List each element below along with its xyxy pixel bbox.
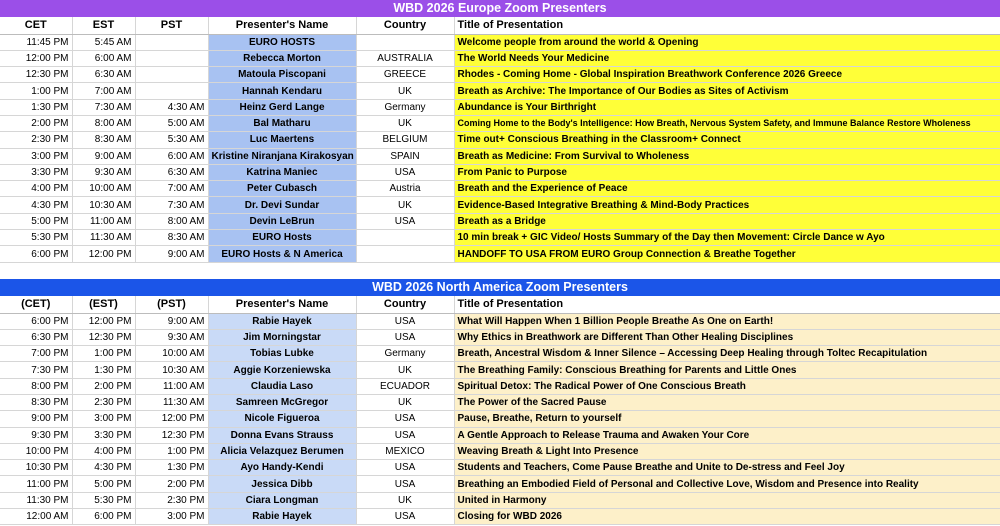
cell-presenter[interactable]: Jim Morningstar	[208, 329, 356, 345]
table-row	[0, 378, 1000, 394]
table-row	[0, 509, 1000, 525]
cell-country[interactable]: AUSTRALIA	[356, 50, 454, 66]
cell-pst[interactable]: 8:30 AM	[135, 230, 208, 246]
cell-presenter[interactable]: Samreen McGregor	[208, 394, 356, 410]
cell-title[interactable]: Spiritual Detox: The Radical Power of One Conscious Breath	[454, 378, 1000, 394]
cell-country[interactable]: UK	[356, 394, 454, 410]
cell-pst[interactable]: 6:00 AM	[135, 148, 208, 164]
cell-pst[interactable]: 7:00 AM	[135, 181, 208, 197]
cell-country[interactable]	[356, 34, 454, 50]
cell-est[interactable]: 8:30 AM	[72, 132, 135, 148]
cell-presenter[interactable]: EURO HOSTS	[208, 34, 356, 50]
cell-presenter[interactable]: Claudia Laso	[208, 378, 356, 394]
cell-est[interactable]: 9:30 AM	[72, 164, 135, 180]
cell-country[interactable]: Germany	[356, 346, 454, 362]
north-america-schedule-table	[0, 296, 1000, 525]
cell-presenter[interactable]: Rabie Hayek	[208, 509, 356, 525]
cell-est[interactable]: 6:00 PM	[72, 509, 135, 525]
cell-cet[interactable]: 7:00 PM	[0, 346, 72, 362]
cell-cet[interactable]: 11:30 PM	[0, 492, 72, 508]
cell-country[interactable]: SPAIN	[356, 148, 454, 164]
header-presenter[interactable]: Presenter's Name	[208, 296, 356, 313]
cell-cet[interactable]: 8:30 PM	[0, 394, 72, 410]
table-row	[0, 362, 1000, 378]
cell-est[interactable]: 5:00 PM	[72, 476, 135, 492]
cell-pst[interactable]: 11:00 AM	[135, 378, 208, 394]
table-row	[0, 34, 1000, 50]
europe-banner[interactable]: WBD 2026 Europe Zoom Presenters	[0, 0, 1000, 17]
cell-pst[interactable]: 5:30 AM	[135, 132, 208, 148]
cell-country[interactable]: Austria	[356, 181, 454, 197]
cell-pst[interactable]	[135, 50, 208, 66]
cell-cet[interactable]: 6:00 PM	[0, 246, 72, 262]
cell-title[interactable]: From Panic to Purpose	[454, 164, 1000, 180]
cell-pst[interactable]: 9:00 AM	[135, 313, 208, 329]
table-row	[0, 411, 1000, 427]
cell-presenter[interactable]: Matoula Piscopani	[208, 67, 356, 83]
cell-country[interactable]: UK	[356, 83, 454, 99]
cell-pst[interactable]: 3:00 PM	[135, 509, 208, 525]
cell-presenter[interactable]: Tobias Lubke	[208, 346, 356, 362]
cell-est[interactable]: 8:00 AM	[72, 115, 135, 131]
cell-country[interactable]: USA	[356, 476, 454, 492]
cell-presenter[interactable]: Heinz Gerd Lange	[208, 99, 356, 115]
table-row	[0, 346, 1000, 362]
header-title[interactable]: Title of Presentation	[454, 17, 1000, 34]
cell-title[interactable]: Rhodes - Coming Home - Global Inspiration Breathwork Conference 2026 Greece	[454, 67, 1000, 83]
cell-country[interactable]: Germany	[356, 99, 454, 115]
cell-pst[interactable]	[135, 67, 208, 83]
cell-cet[interactable]: 9:30 PM	[0, 427, 72, 443]
cell-cet[interactable]: 12:00 AM	[0, 509, 72, 525]
cell-cet[interactable]: 11:00 PM	[0, 476, 72, 492]
cell-pst[interactable]: 1:00 PM	[135, 443, 208, 459]
cell-est[interactable]: 12:30 PM	[72, 329, 135, 345]
cell-presenter[interactable]: Bal Matharu	[208, 115, 356, 131]
table-row	[0, 394, 1000, 410]
cell-country[interactable]: USA	[356, 164, 454, 180]
table-row	[0, 427, 1000, 443]
cell-title[interactable]: Abundance is Your Birthright	[454, 99, 1000, 115]
cell-est[interactable]: 12:00 PM	[72, 246, 135, 262]
table-row	[0, 460, 1000, 476]
cell-presenter[interactable]: Hannah Kendaru	[208, 83, 356, 99]
cell-presenter[interactable]: Rebecca Morton	[208, 50, 356, 66]
header-country[interactable]: Country	[356, 296, 454, 313]
cell-est[interactable]: 5:30 PM	[72, 492, 135, 508]
table-row	[0, 83, 1000, 99]
cell-presenter[interactable]: Nicole Figueroa	[208, 411, 356, 427]
cell-est[interactable]: 3:30 PM	[72, 427, 135, 443]
table-row	[0, 329, 1000, 345]
cell-est[interactable]: 10:30 AM	[72, 197, 135, 213]
cell-presenter[interactable]: Jessica Dibb	[208, 476, 356, 492]
table-row	[0, 148, 1000, 164]
cell-presenter[interactable]: Ciara Longman	[208, 492, 356, 508]
cell-country[interactable]: USA	[356, 509, 454, 525]
cell-cet[interactable]: 6:00 PM	[0, 313, 72, 329]
cell-est[interactable]: 5:45 AM	[72, 34, 135, 50]
cell-country[interactable]: UK	[356, 492, 454, 508]
cell-cet[interactable]: 10:30 PM	[0, 460, 72, 476]
cell-country[interactable]: UK	[356, 362, 454, 378]
header-title[interactable]: Title of Presentation	[454, 296, 1000, 313]
cell-presenter[interactable]: Donna Evans Strauss	[208, 427, 356, 443]
cell-title[interactable]: Welcome people from around the world & Opening	[454, 34, 1000, 50]
cell-title[interactable]: Closing for WBD 2026	[454, 509, 1000, 525]
cell-pst[interactable]: 4:30 AM	[135, 99, 208, 115]
cell-pst[interactable]: 1:30 PM	[135, 460, 208, 476]
cell-cet[interactable]: 4:00 PM	[0, 181, 72, 197]
table-row	[0, 50, 1000, 66]
cell-cet[interactable]: 11:45 PM	[0, 34, 72, 50]
cell-cet[interactable]: 1:00 PM	[0, 83, 72, 99]
cell-country[interactable]: GREECE	[356, 67, 454, 83]
cell-cet[interactable]: 8:00 PM	[0, 378, 72, 394]
cell-title[interactable]: Evidence-Based Integrative Breathing & Mind-Body Practices	[454, 197, 1000, 213]
cell-pst[interactable]: 7:30 AM	[135, 197, 208, 213]
cell-est[interactable]: 7:00 AM	[72, 83, 135, 99]
cell-presenter[interactable]: Rabie Hayek	[208, 313, 356, 329]
cell-country[interactable]: ECUADOR	[356, 378, 454, 394]
cell-country[interactable]: MEXICO	[356, 443, 454, 459]
header-pst[interactable]: (PST)	[135, 296, 208, 313]
table-row	[0, 476, 1000, 492]
cell-title[interactable]: A Gentle Approach to Release Trauma and Awaken Your Core	[454, 427, 1000, 443]
cell-pst[interactable]: 8:00 AM	[135, 213, 208, 229]
cell-presenter[interactable]: Peter Cubasch	[208, 181, 356, 197]
cell-cet[interactable]: 4:30 PM	[0, 197, 72, 213]
cell-pst[interactable]: 9:00 AM	[135, 246, 208, 262]
cell-cet[interactable]: 12:00 PM	[0, 50, 72, 66]
cell-country[interactable]	[356, 246, 454, 262]
cell-title[interactable]: Breath as a Bridge	[454, 213, 1000, 229]
cell-country[interactable]: USA	[356, 313, 454, 329]
table-row	[0, 67, 1000, 83]
cell-est[interactable]: 4:00 PM	[72, 443, 135, 459]
cell-cet[interactable]: 3:00 PM	[0, 148, 72, 164]
cell-country[interactable]	[356, 230, 454, 246]
cell-presenter[interactable]: Devin LeBrun	[208, 213, 356, 229]
cell-cet[interactable]: 12:30 PM	[0, 67, 72, 83]
cell-title[interactable]: Why Ethics in Breathwork are Different Than Other Healing Disciplines	[454, 329, 1000, 345]
cell-est[interactable]: 4:30 PM	[72, 460, 135, 476]
cell-est[interactable]: 11:00 AM	[72, 213, 135, 229]
cell-presenter[interactable]: Luc Maertens	[208, 132, 356, 148]
cell-pst[interactable]: 12:30 PM	[135, 427, 208, 443]
cell-title[interactable]: Time out+ Conscious Breathing in the Classroom+ Connect	[454, 132, 1000, 148]
cell-est[interactable]: 12:00 PM	[72, 313, 135, 329]
cell-title[interactable]: 10 min break + GIC Video/ Hosts Summary of the Day then Movement: Circle Dance w Ayo	[454, 230, 1000, 246]
cell-country[interactable]: USA	[356, 213, 454, 229]
cell-presenter[interactable]: EURO Hosts & N America	[208, 246, 356, 262]
table-row	[0, 492, 1000, 508]
cell-title[interactable]: The World Needs Your Medicine	[454, 50, 1000, 66]
cell-presenter[interactable]: Dr. Devi Sundar	[208, 197, 356, 213]
cell-est[interactable]: 2:30 PM	[72, 394, 135, 410]
cell-presenter[interactable]: Ayo Handy-Kendi	[208, 460, 356, 476]
cell-title[interactable]: The Power of the Sacred Pause	[454, 394, 1000, 410]
cell-est[interactable]: 6:00 AM	[72, 50, 135, 66]
table-row	[0, 115, 1000, 131]
cell-pst[interactable]: 5:00 AM	[135, 115, 208, 131]
cell-cet[interactable]: 9:00 PM	[0, 411, 72, 427]
cell-est[interactable]: 7:30 AM	[72, 99, 135, 115]
cell-country[interactable]: USA	[356, 411, 454, 427]
header-presenter[interactable]: Presenter's Name	[208, 17, 356, 34]
cell-title[interactable]: Breath as Medicine: From Survival to Wholeness	[454, 148, 1000, 164]
cell-title[interactable]: Breath and the Experience of Peace	[454, 181, 1000, 197]
cell-cet[interactable]: 7:30 PM	[0, 362, 72, 378]
header-est[interactable]: EST	[72, 17, 135, 34]
cell-est[interactable]: 9:00 AM	[72, 148, 135, 164]
header-pst[interactable]: PST	[135, 17, 208, 34]
table-row	[0, 443, 1000, 459]
cell-presenter[interactable]: Katrina Maniec	[208, 164, 356, 180]
cell-cet[interactable]: 10:00 PM	[0, 443, 72, 459]
cell-pst[interactable]: 12:00 PM	[135, 411, 208, 427]
cell-cet[interactable]: 5:00 PM	[0, 213, 72, 229]
cell-title[interactable]: Students and Teachers, Come Pause Breathe and Unite to De-stress and Feel Joy	[454, 460, 1000, 476]
cell-title[interactable]: Breathing an Embodied Field of Personal and Collective Love, Wisdom and Presence into Reality	[454, 476, 1000, 492]
north-america-banner[interactable]: WBD 2026 North America Zoom Presenters	[0, 279, 1000, 296]
table-row	[0, 99, 1000, 115]
cell-est[interactable]: 6:30 AM	[72, 67, 135, 83]
cell-pst[interactable]: 2:00 PM	[135, 476, 208, 492]
cell-cet[interactable]: 2:30 PM	[0, 132, 72, 148]
cell-pst[interactable]: 2:30 PM	[135, 492, 208, 508]
cell-country[interactable]: USA	[356, 460, 454, 476]
cell-presenter[interactable]: Aggie Korzeniewska	[208, 362, 356, 378]
cell-country[interactable]: USA	[356, 427, 454, 443]
header-est[interactable]: (EST)	[72, 296, 135, 313]
table-row	[0, 132, 1000, 148]
cell-title[interactable]: What Will Happen When 1 Billion People Breathe As One on Earth!	[454, 313, 1000, 329]
cell-country[interactable]: BELGIUM	[356, 132, 454, 148]
cell-title[interactable]: HANDOFF TO USA FROM EURO Group Connection & Breathe Together	[454, 246, 1000, 262]
cell-pst[interactable]: 9:30 AM	[135, 329, 208, 345]
cell-cet[interactable]: 5:30 PM	[0, 230, 72, 246]
cell-country[interactable]: UK	[356, 115, 454, 131]
cell-pst[interactable]: 11:30 AM	[135, 394, 208, 410]
cell-presenter[interactable]: EURO Hosts	[208, 230, 356, 246]
cell-country[interactable]: USA	[356, 329, 454, 345]
table-row	[0, 197, 1000, 213]
cell-est[interactable]: 1:00 PM	[72, 346, 135, 362]
table-row	[0, 246, 1000, 262]
cell-pst[interactable]	[135, 34, 208, 50]
table-row	[0, 213, 1000, 229]
header-country[interactable]: Country	[356, 17, 454, 34]
table-row	[0, 230, 1000, 246]
cell-cet[interactable]: 3:30 PM	[0, 164, 72, 180]
header-cet[interactable]: CET	[0, 17, 72, 34]
cell-pst[interactable]: 10:30 AM	[135, 362, 208, 378]
cell-est[interactable]: 11:30 AM	[72, 230, 135, 246]
cell-title[interactable]: Breath, Ancestral Wisdom & Inner Silence – Accessing Deep Healing through Toltec Recapitulation	[454, 346, 1000, 362]
table-row	[0, 164, 1000, 180]
cell-cet[interactable]: 2:00 PM	[0, 115, 72, 131]
cell-cet[interactable]: 1:30 PM	[0, 99, 72, 115]
cell-pst[interactable]: 6:30 AM	[135, 164, 208, 180]
table-row	[0, 181, 1000, 197]
header-row	[0, 296, 1000, 313]
europe-schedule-table	[0, 17, 1000, 263]
cell-title[interactable]: Coming Home to the Body's Intelligence: How Breath, Nervous System Safety, and Immune Balance Restore Wholeness	[454, 115, 1000, 131]
cell-est[interactable]: 2:00 PM	[72, 378, 135, 394]
cell-est[interactable]: 1:30 PM	[72, 362, 135, 378]
table-row	[0, 313, 1000, 329]
cell-presenter[interactable]: Kristine Niranjana Kirakosyan	[208, 148, 356, 164]
cell-title[interactable]: Pause, Breathe, Return to yourself	[454, 411, 1000, 427]
cell-title[interactable]: United in Harmony	[454, 492, 1000, 508]
cell-pst[interactable]	[135, 83, 208, 99]
header-row	[0, 17, 1000, 34]
cell-pst[interactable]: 10:00 AM	[135, 346, 208, 362]
cell-cet[interactable]: 6:30 PM	[0, 329, 72, 345]
header-cet[interactable]: (CET)	[0, 296, 72, 313]
cell-est[interactable]: 10:00 AM	[72, 181, 135, 197]
cell-title[interactable]: Weaving Breath & Light Into Presence	[454, 443, 1000, 459]
cell-est[interactable]: 3:00 PM	[72, 411, 135, 427]
cell-title[interactable]: The Breathing Family: Conscious Breathing for Parents and Little Ones	[454, 362, 1000, 378]
cell-title[interactable]: Breath as Archive: The Importance of Our Bodies as Sites of Activism	[454, 83, 1000, 99]
cell-country[interactable]: UK	[356, 197, 454, 213]
cell-presenter[interactable]: Alicia Velazquez Berumen	[208, 443, 356, 459]
